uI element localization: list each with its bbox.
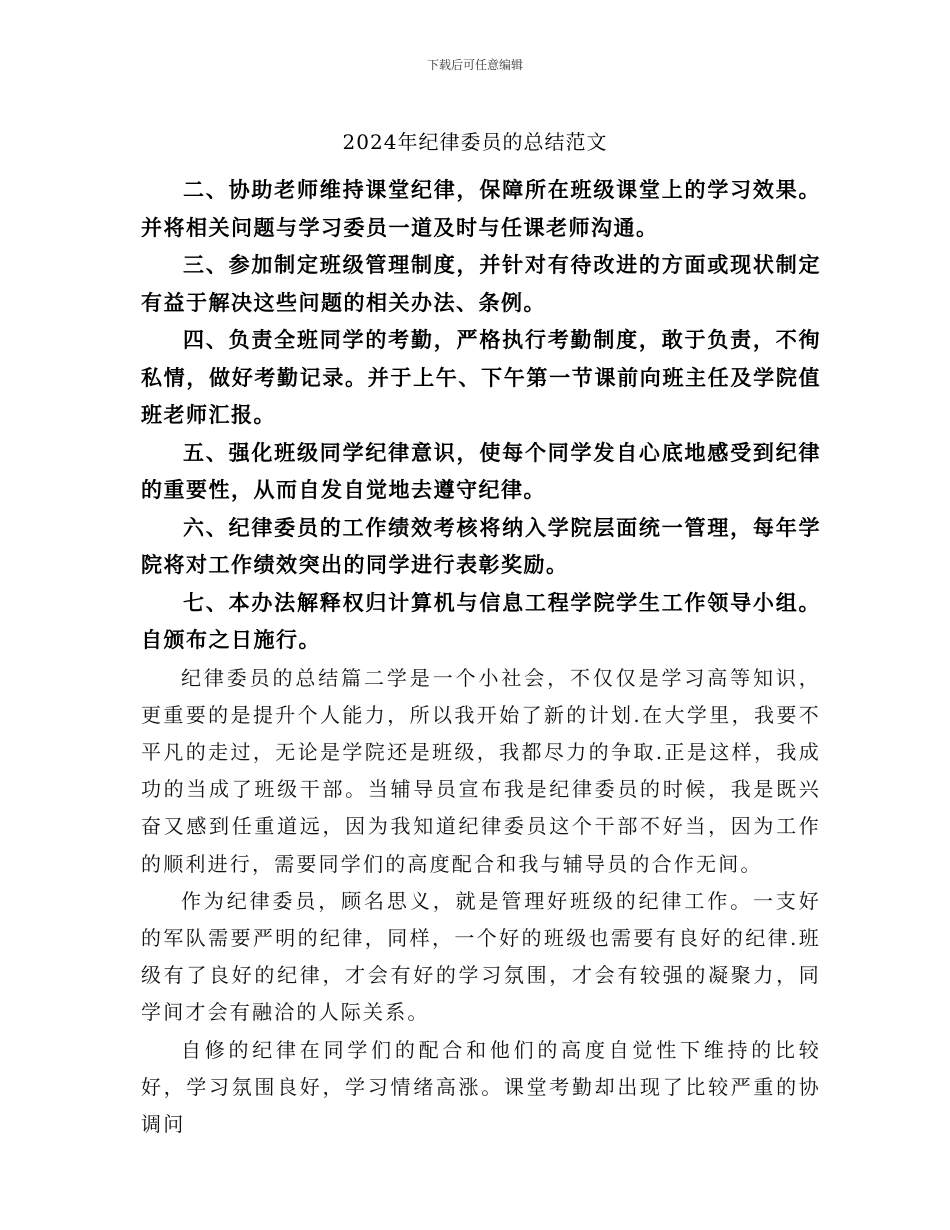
paragraph-discipline-role: 作为纪律委员，顾名思义，就是管理好班级的纪律工作。一支好的军队需要严明的纪律，同样，一个好的班级也需要有良好的纪律.班级有了良好的纪律，才会有好的学习氛围，才会有较强的凝聚力，同学间才会有融洽的人际关系。	[141, 888, 821, 1025]
paragraph-item-3: 三、参加制定班级管理制度，并针对有待改进的方面或现状制定有益于解决这些问题的相关办法、条例。	[141, 253, 821, 315]
paragraph-item-7: 七、本办法解释权归计算机与信息工程学院学生工作领导小组。自颁布之日施行。	[141, 590, 821, 652]
document-title: 2024年纪律委员的总结范文	[342, 130, 608, 154]
paragraph-self-study: 自修的纪律在同学们的配合和他们的高度自觉性下维持的比较好，学习氛围良好，学习情绪高涨。课堂考勤却出现了比较严重的协调问	[141, 1037, 821, 1136]
paragraph-item-6: 六、纪律委员的工作绩效考核将纳入学院层面统一管理，每年学院将对工作绩效突出的同学进行表彰奖励。	[141, 515, 821, 577]
page-header-note: 下载后可任意编辑	[426, 58, 523, 72]
paragraph-item-2: 二、协助老师维持课堂纪律，保障所在班级课堂上的学习效果。并将相关问题与学习委员一道及时与任课老师沟通。	[141, 178, 821, 240]
paragraph-item-4: 四、负责全班同学的考勤，严格执行考勤制度，敢于负责，不徇私情，做好考勤记录。并于上午、下午第一节课前向班主任及学院值班老师汇报。	[141, 328, 821, 427]
document-body	[141, 172, 821, 1143]
paragraph-summary-intro: 纪律委员的总结篇二学是一个小社会，不仅仅是学习高等知识，更重要的是提升个人能力，所以我开始了新的计划.在大学里，我要不平凡的走过，无论是学院还是班级，我都尽力的争取.正是这样，我成功的当成了班级干部。当辅导员宣布我是纪律委员的时候，我是既兴奋又感到任重道远，因为我知道纪律委员这个干部不好当，因为工作的顺利进行，需要同学们的高度配合和我与辅导员的合作无间。	[141, 665, 821, 876]
paragraph-item-5: 五、强化班级同学纪律意识，使每个同学发自心底地感受到纪律的重要性，从而自发自觉地去遵守纪律。	[141, 440, 821, 502]
